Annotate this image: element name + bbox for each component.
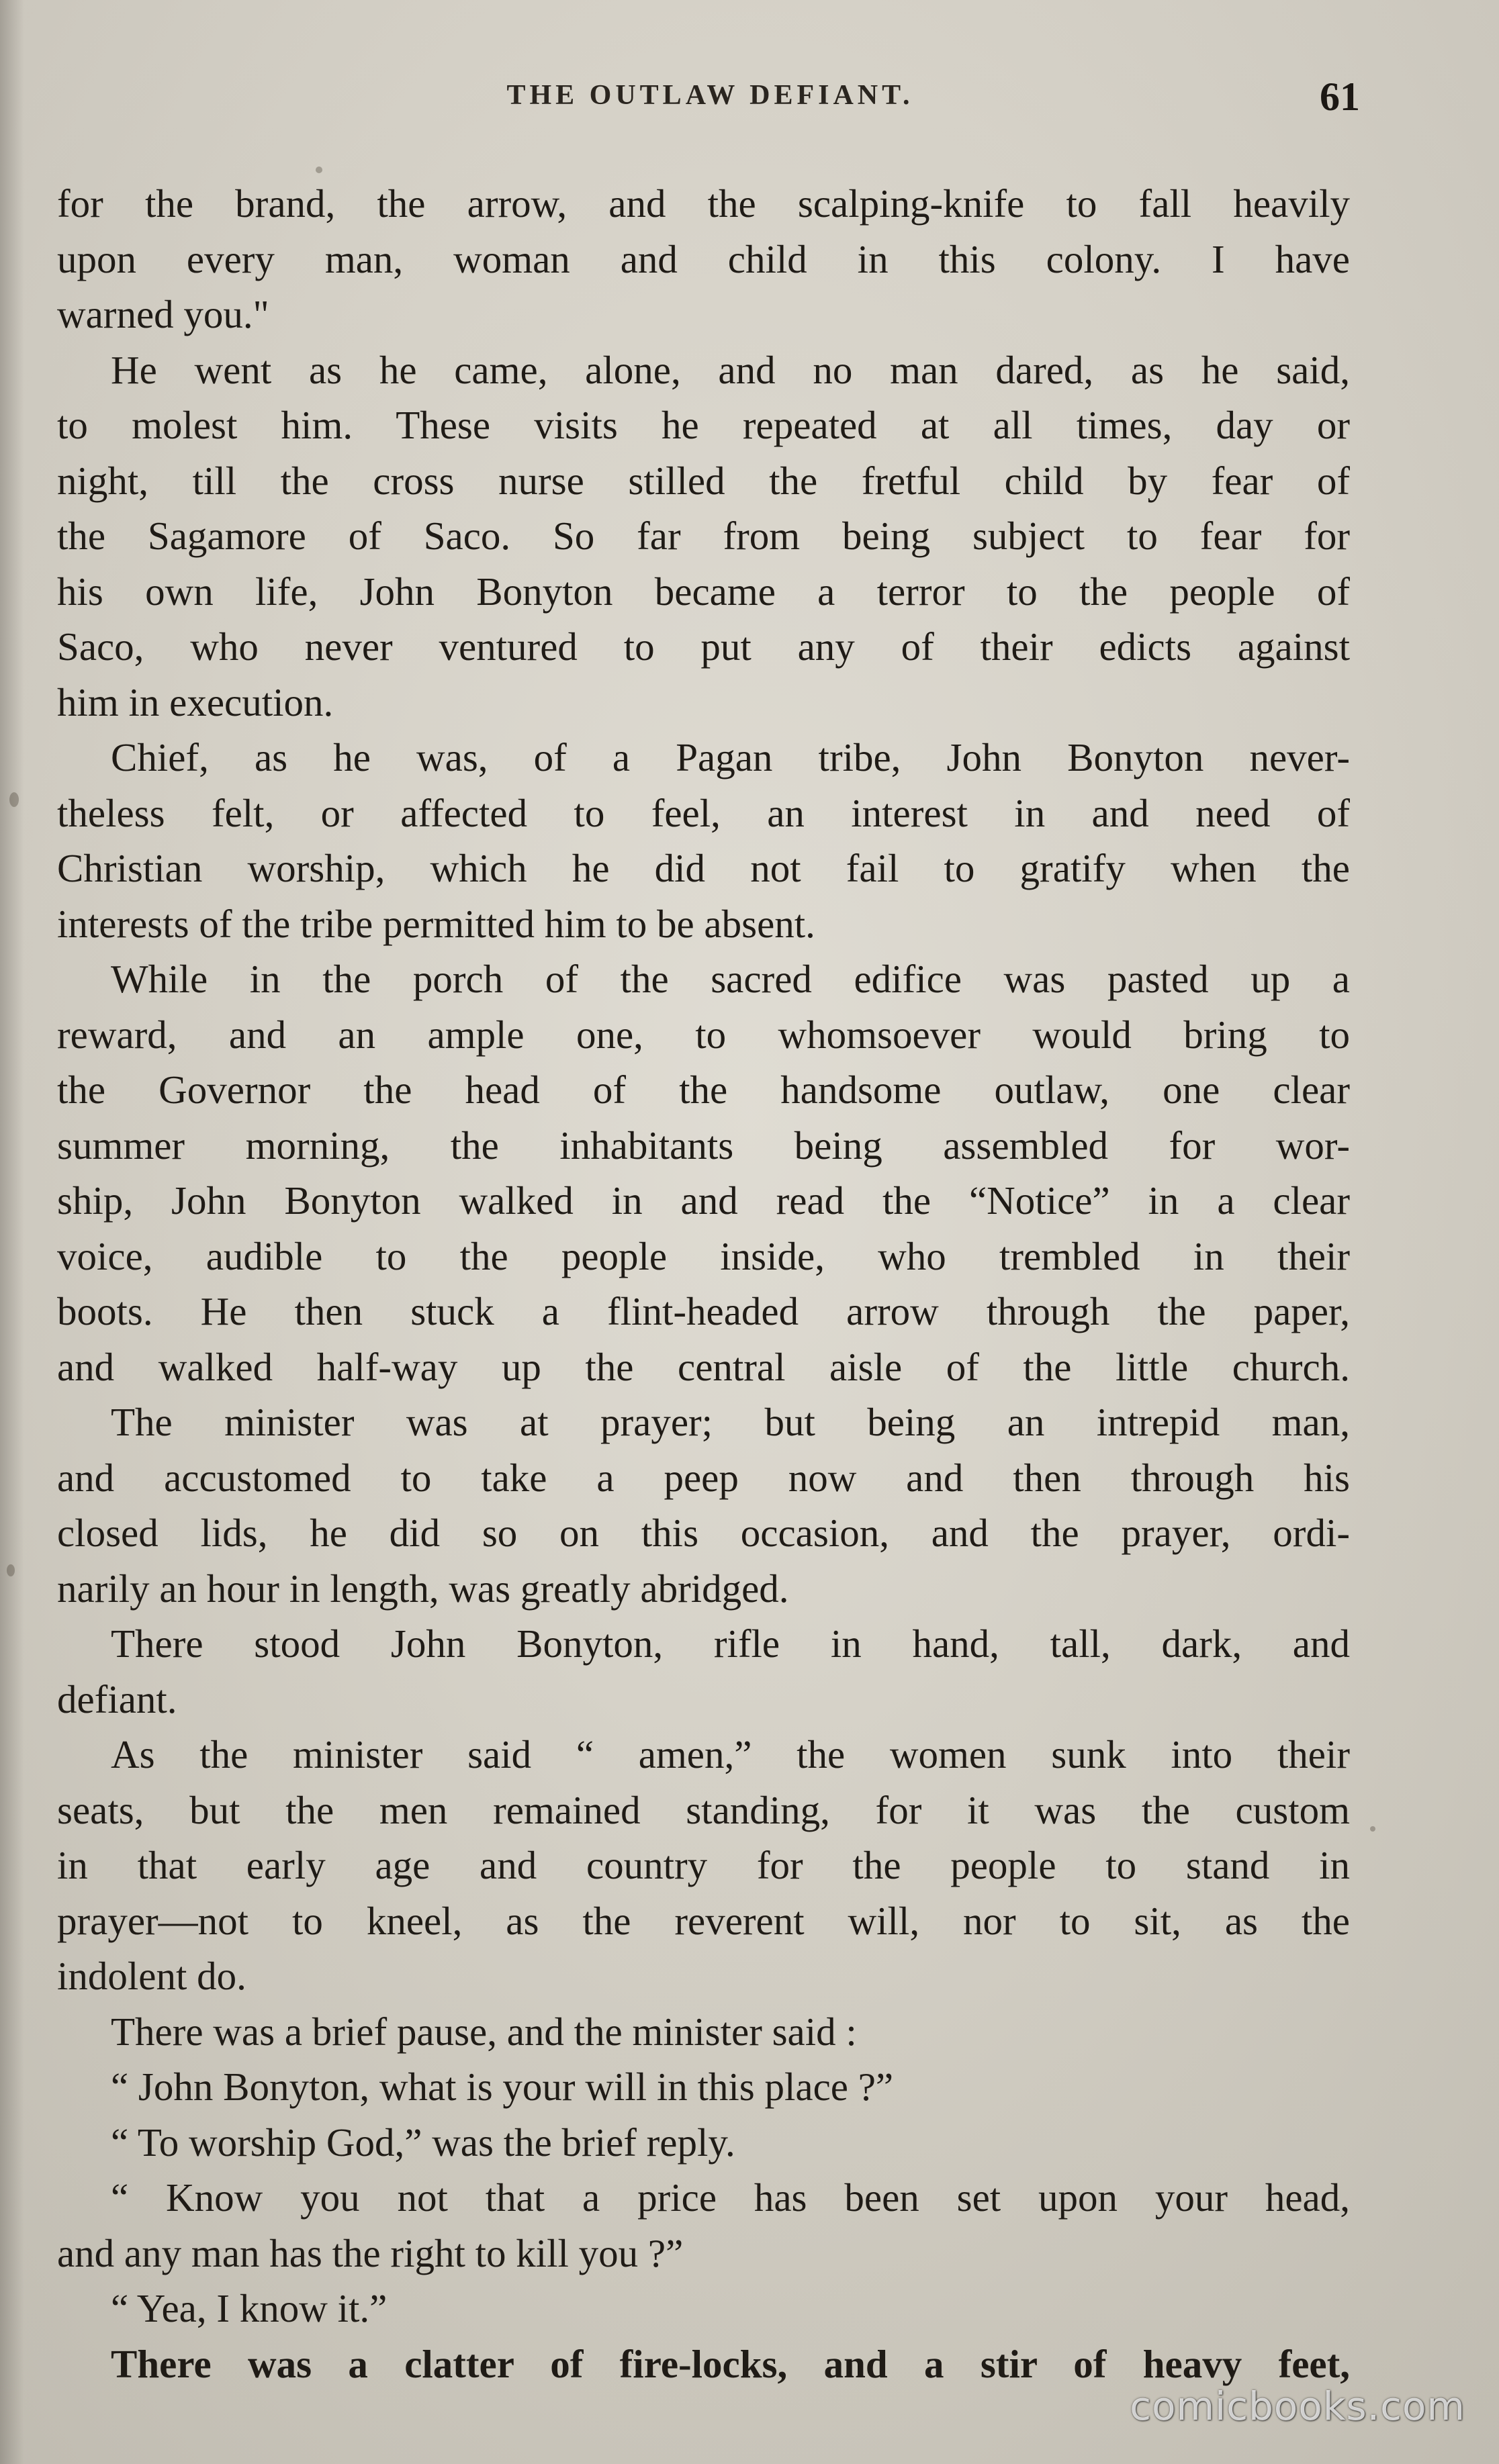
text-line: While in the porch of the sacred edifice was pasted up a (111, 957, 1350, 1001)
text-line: reward, and an ample one, to whomsoever would bring to (57, 1012, 1350, 1057)
paper-speck (316, 167, 322, 173)
text-line: in that early age and country for the people to stand in (57, 1843, 1350, 1887)
page-number: 61 (1320, 75, 1360, 119)
text-line: “ John Bonyton, what is your will in this place ?” (111, 2065, 894, 2109)
text-line: night, till the cross nurse stilled the fretful child by fear of (57, 458, 1350, 503)
text-line: him in execution. (57, 679, 334, 724)
text-line: ship, John Bonyton walked in and read the “Notice” in a clear (57, 1178, 1350, 1223)
text-line: and walked half-way up the central aisle of the little church. (57, 1344, 1350, 1389)
text-line: “ Know you not that a price has been set upon your head, (111, 2175, 1350, 2220)
text-line: “ To worship God,” was the brief reply. (111, 2120, 735, 2165)
text-line: warned you." (57, 292, 269, 336)
text-line: Christian worship, which he did not fail to gratify when the (57, 846, 1350, 890)
text-line: the Sagamore of Saco. So far from being subject to fear for (57, 514, 1350, 558)
text-line: his own life, John Bonyton became a terror to the people of (57, 569, 1350, 614)
text-line: upon every man, woman and child in this colony. I have (57, 236, 1350, 281)
text-line: to molest him. These visits he repeated at all times, day or (57, 403, 1350, 447)
text-line: for the brand, the arrow, and the scalping-knife to fall heavily (57, 181, 1350, 226)
paper-speck (7, 1564, 15, 1576)
text-line: summer morning, the inhabitants being assembled for wor- (57, 1123, 1350, 1168)
text-line: He went as he came, alone, and no man dared, as he said, (111, 347, 1350, 392)
text-line: There was a clatter of fire-locks, and a stir of heavy feet, (111, 2341, 1350, 2386)
text-line: seats, but the men remained standing, for it was the custom (57, 1787, 1350, 1832)
text-line: and any man has the right to kill you ?” (57, 2230, 684, 2275)
text-line: prayer—not to kneel, as the reverent will, nor to sit, as the (57, 1898, 1350, 1943)
page-edge-shadow (0, 0, 24, 2464)
text-line: voice, audible to the people inside, who trembled in their (57, 1233, 1350, 1278)
running-title: THE OUTLAW DEFIANT. (506, 80, 914, 111)
text-line: theless felt, or affected to feel, an interest in and need of (57, 790, 1350, 835)
text-line: indolent do. (57, 1954, 246, 1998)
text-line: “ Yea, I know it.” (111, 2286, 388, 2330)
text-line: Saco, who never ventured to put any of their edicts against (57, 624, 1350, 669)
paper-speck (1370, 1826, 1375, 1832)
text-line: There was a brief pause, and the minister said : (111, 2009, 857, 2054)
text-line: boots. He then stuck a flint-headed arrow through the paper, (57, 1289, 1350, 1333)
text-line: The minister was at prayer; but being an intrepid man, (111, 1400, 1350, 1444)
body-text (57, 176, 1350, 2391)
text-line: defiant. (57, 1676, 177, 1721)
watermark: comicbooks.com (1130, 2383, 1465, 2429)
text-line: There stood John Bonyton, rifle in hand, tall, dark, and (111, 1621, 1350, 1666)
text-line: closed lids, he did so on this occasion, and the prayer, ordi- (57, 1511, 1350, 1555)
text-line: As the minister said “ amen,” the women sunk into their (111, 1732, 1350, 1776)
text-line: interests of the tribe permitted him to be absent. (57, 901, 815, 946)
text-line: narily an hour in length, was greatly abridged. (57, 1566, 789, 1611)
page-header (60, 75, 1360, 140)
text-line: Chief, as he was, of a Pagan tribe, John Bonyton never- (111, 735, 1350, 779)
text-line: and accustomed to take a peep now and then through his (57, 1455, 1350, 1500)
paper-speck (9, 792, 19, 807)
text-line: the Governor the head of the handsome outlaw, one clear (57, 1068, 1350, 1112)
